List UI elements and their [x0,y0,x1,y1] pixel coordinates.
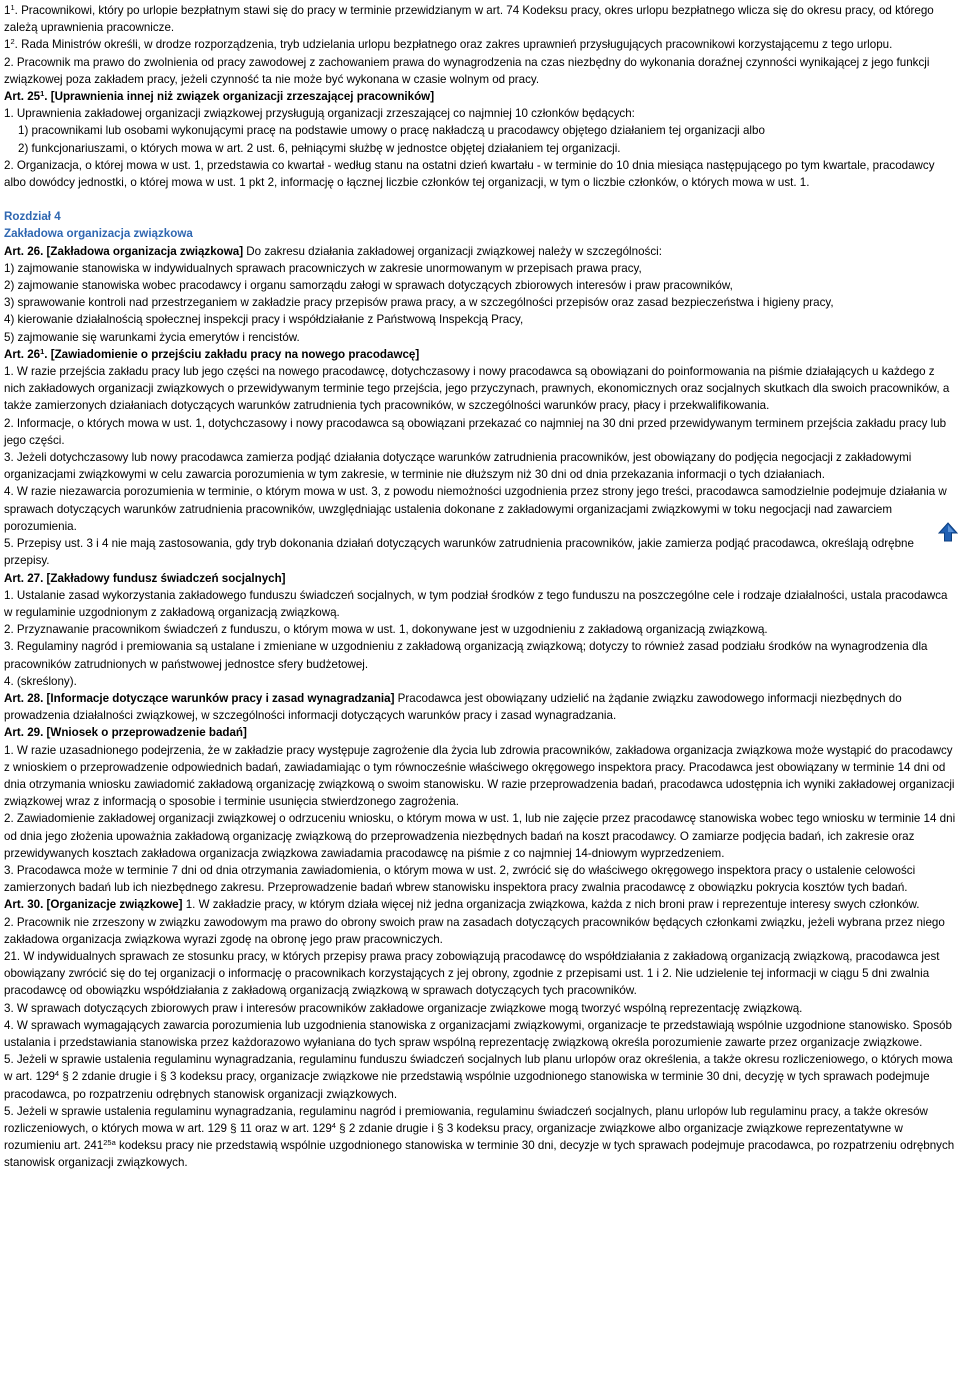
superscript: 2 [10,37,15,47]
document-body [4,2,956,1172]
paragraph: 2. Pracownik ma prawo do zwolnienia od pracy zawodowej z zachowaniem prawa do wynagrodzenia na czas niezbędny do wykonania doraźnej czynności wynikającej z jego funkcji związkowej poza zakładem pracy, jeżeli czynność ta nie może być wykonana w czasie wolnym od pracy. [4,55,930,86]
list-item: 3) sprawowanie kontroli nad przestrzeganiem w zakładzie pracy przepisów prawa pracy, a w szczególności przepisów oraz zasad bezpieczeństwa i higieny pracy, [4,296,834,310]
paragraph: 1. Ustalanie zasad wykorzystania zakładowego funduszu świadczeń socjalnych, w tym podział środków z tego funduszu na poszczególne cele i rodzaje działalności, ustala pracodawca w regulaminie uzgodnionym z zakładową organizacją związkową. [4,588,948,619]
article-label: Art. 26. [4,244,44,258]
paragraph: $1^1$. Pracownikowi, który po urlopie bezpłatnym stawi się do pracy w terminie przewidzianym w art. 74 Kodeksu pracy, okres urlopu bezpłatnego wlicza się do okresu pracy, od którego zależą uprawnienia pracownicze. [4,3,934,35]
list-item: 1) zajmowanie stanowiska w indywidualnych sprawach pracowniczych w zakresie unormowanym w przepisach prawa pracy, [4,261,642,275]
superscript: 1 [10,3,15,12]
paragraph: Art. 30. [Organizacje związkowe] 1. W zakładzie pracy, w którym działa więcej niż jedna organizacja związkowa, każda z nich broni praw i reprezentuje interesy swych członków. [4,898,920,912]
paragraph: $1^2$. Rada Ministrów określi, w drodze rozporządzenia, tryb udzielania urlopu bezpłatnego oraz zakres uprawnień przysługujących pracownikowi korzystającemu z tego urlopu. [4,37,893,52]
paragraph: 2. Przyznawanie pracownikom świadczeń z funduszu, o którym mowa w ust. 1, dokonywane jest w uzgodnieniu z zakładową organizacją związkową. [4,623,768,637]
spacer [4,191,956,208]
paragraph: 4. W razie niezawarcia porozumienia w terminie, o którym mowa w ust. 3, z powodu niemożności uzgodnienia przez strony jego treści, pracodawca samodzielnie podejmuje działania w sprawach dotyczących warunków zatrudnienia pracowników, uwzględniając ustalenia dokonane z zakładowymi organizacjami związkowymi w toku negocjacji nad zawarciem porozumienia. [4,485,947,533]
paragraph: 1. W razie przejścia zakładu pracy lub jego części na nowego pracodawcę, dotychczasowy i nowy pracodawca są obowiązani do poinformowania na piśmie działających u każdego z nich zakładowych organizacji związkowych o przewidywanym terminie tego przejścia, jego przyczynach, prawnych, ekonomicznych oraz socjalnych skutkach dla swoich pracowników, a także zamierzonych działaniach dotyczących warunków zatrudnienia tych pracowników, w szczególności warunków pracy, płacy i przekwalifikowania. [4,365,950,413]
paragraph: 3. Regulaminy nagród i premiowania są ustalane i zmieniane w uzgodnieniu z zakładową organizacją związkową; dotyczy to również zasad podziału środków na wynagrodzenia dla pracowników zatrudnionych w państwowej jednostce sfery budżetowej. [4,640,928,671]
paragraph: 21. W indywidualnych sprawach ze stosunku pracy, w których przepisy prawa pracy zobowiązują pracodawcę do współdziałania z zakładową organizacją związkową, pracodawca jest obowiązany zwrócić się do tej organizacji o informację o pracownikach korzystających z jej obrony, zgodnie z przepisami ust. 1 i 2. Nie udzielenie tej informacji w ciągu 5 dni zwalnia pracodawcę od obowiązku współdziałania z zakładową organizacją związkową w sprawach dotyczących tych pracowników. [4,949,940,998]
paragraph: 4. (skreślony). [4,674,77,688]
superscript: 1 [40,346,45,356]
paragraph: 5. Przepisy ust. 3 i 4 nie mają zastosowania, gdy tryb dokonania działań dotyczących warunków zatrudnienia pracowników, jakie zamierza podjąć pracodawca, określają odrębne przepisy. [4,537,914,568]
paragraph: 2. Organizacja, o której mowa w ust. 1, przedstawia co kwartał - według stanu na ostatni dzień kwartału - w terminie do 10 dnia miesiąca następującego po tym kwartale, pracodawcy albo dowódcy jednostki, o której mowa w ust. 1 pkt 2, informację o łącznej liczbie członków tej organizacji, w tym o liczbie członków, o których mowa w ust. 1. [4,158,935,190]
paragraph: 5. Jeżeli w sprawie ustalenia regulaminu wynagradzania, regulaminu nagród i premiowania, regulaminu świadczeń socjalnych, planu urlopów lub regulaminu pracy, a także okresów rozliczeniowych, o których mowa w art. 129 § 11 oraz w art. $129^4$ § 2 zdanie drugie i § 3 kodeksu pracy, organizacje związkowe albo organizacje związkowe reprezentatywne w rozumieniu art. $241^{25a}$ kodeksu pracy nie przedstawią wspólnie uzgodnionego stanowiska w terminie 30 dni, decyzje w tych sprawach podejmuje pracodawca, po rozpatrzeniu odrębnych stanowisk organizacji związkowych. [4,1104,955,1170]
superscript: 1 [40,89,45,99]
up-arrow-icon[interactable] [938,522,958,542]
paragraph: 1. Uprawnienia zakładowej organizacji związkowej przysługują organizacji zrzeszającej co najmniej 10 członków będących: [4,107,635,121]
paragraph: 2. Pracownik nie zrzeszony w związku zawodowym ma prawo do obrony swoich praw na zasadach dotyczących pracowników będących członkami związku, jeżeli wybrana przez niego zakładowa organizacja związkowa wyrazi zgodę na obronę jego praw pracowniczych. [4,915,945,946]
article-heading: Art. 27. [Zakładowy fundusz świadczeń socjalnych] [4,571,286,585]
paragraph-text: . Rada Ministrów określi, w drodze rozporządzenia, tryb udzielania urlopu bezpłatnego oraz zakres uprawnień przysługujących pracownikowi korzystającemu z tego urlopu. [14,38,893,52]
article-title: Art. 28. [Informacje dotyczące warunków pracy i zasad wynagradzania] [4,691,395,705]
chapter-number: Rozdział 4 [4,210,61,224]
paragraph: 2. Informacje, o których mowa w ust. 1, dotychczasowy i nowy pracodawca są obowiązani przekazać co najmniej na 30 dni przed przewidywanym terminem przejścia zakładu pracy lub jego części. [4,416,947,447]
up-arrow-icon-graphic [938,522,958,542]
paragraph: 2. Zawiadomienie zakładowej organizacji związkowej o odrzuceniu wniosku, o którym mowa w ust. 1, lub nie zajęcie przez pracodawcę stanowiska wobec tego wniosku w terminie 14 dni od dnia jego złożenia upoważnia zakładową organizację związkową do przeprowadzenia niezbędnych badań na koszt pracodawcy. O zamiarze podjęcia badań, ich zakresie oraz przewidywanych kosztach zakładowa organizacja związkowa zawiadamia pracodawcę na piśmie z co najmniej 14-dniowym wyprzedzeniem. [4,812,956,860]
paragraph: Art. 28. [Informacje dotyczące warunków pracy i zasad wynagradzania] Pracodawca jest obowiązany udzielić na żądanie związku zawodowego informacji niezbędnych do prowadzenia działalności związkowej, w szczególności informacji dotyczących warunków pracy i zasad wynagradzania. [4,691,902,723]
article-title: [Zakładowa organizacja związkowa] [46,244,244,258]
paragraph: Art. 26. [Zakładowa organizacja związkowa] Do zakresu działania zakładowej organizacji związkowej należy w szczególności: [4,244,662,258]
article-heading: Art. 29. [Wniosek o przeprowadzenie badań] [4,726,247,740]
list-item: 1) pracownikami lub osobami wykonującymi pracę na podstawie umowy o pracę nakładczą u pracodawcy objętego działaniem tej organizacji albo [18,124,765,138]
article-heading: Art. $25^1$. [Uprawnienia innej niż związek organizacji zrzeszającej pracowników] [4,89,435,104]
paragraph: 3. W sprawach dotyczących zbiorowych praw i interesów pracowników zakładowe organizacje związkowe mogą tworzyć wspólną reprezentację związkową. [4,1001,803,1015]
chapter-title: Zakładowa organizacja związkowa [4,227,193,241]
article-heading: Art. $26^1$. [Zawiadomienie o przejściu zakładu pracy na nowego pracodawcę] [4,346,420,361]
paragraph: 3. Pracodawca może w terminie 7 dni od dnia otrzymania zawiadomienia, o którym mowa w ust. 2, zwrócić się do właściwego okręgowego inspektora pracy o ustalenie celowości zamierzonych badań lub ich niezbędnego zakresu. Przeprowadzenie badań wbrew stanowisku inspektora pracy zwalnia pracodawcę z obowiązku pokrycia kosztów tych badań. [4,863,916,895]
superscript: 25a [103,1138,116,1148]
list-item: 2) funkcjonariuszami, o których mowa w art. 2 ust. 6, pełniącymi służbę w jednostce objętej działaniem tej organizacji. [18,141,621,155]
list-item: 5) zajmowanie się warunkami życia emerytów i rencistów. [4,330,300,344]
paragraph: 4. W sprawach wymagających zawarcia porozumienia lub uzgodnienia stanowiska z organizacjami związkowymi, organizacje te przedstawiają wspólnie uzgodnione stanowisko. Sposób ustalania i przedstawiania stanowiska przez każdorazowo wyłaniana do tych spraw wspólną reprezentację związkową określa porozumienie zawarte przez organizacje związkowe. [4,1018,952,1049]
superscript: 4 [54,1069,60,1079]
paragraph-text: . Pracownikowi, który po urlopie bezpłatnym stawi się do pracy w terminie przewidzianym w art. 74 Kodeksu pracy, okres urlopu bezpłatnego wlicza się do okresu pracy, od którego zależą uprawnienia pracownicze. [4,4,934,35]
article-title: Art. 30. [Organizacje związkowe] [4,898,183,912]
paragraph: 5. Jeżeli w sprawie ustalenia regulaminu wynagradzania, regulaminu funduszu świadczeń socjalnych lub planu urlopów oraz określenia, a także okresu rozliczeniowego, o których mowa w art. $129^4$ § 2 zdanie drugie i § 3 kodeksu pracy, organizacje związkowe nie przedstawią wspólnie uzgodnionego stanowiska w terminie 30 dni, decyzję w tych sprawach podejmuje pracodawca, po rozpatrzeniu odrębnych stanowisk organizacji związkowych. [4,1053,953,1101]
superscript: 4 [331,1121,336,1130]
list-item: 4) kierowanie działalnością społecznej inspekcji pracy i współdziałanie z Państwową Inspekcją Pracy, [4,313,524,327]
paragraph: 3. Jeżeli dotychczasowy lub nowy pracodawca zamierza podjąć działania dotyczące warunków zatrudnienia pracowników, jest obowiązany do podjęcia negocjacji z zakładowymi organizacjami związkowymi w celu zawarcia porozumienia w tym zakresie, w terminie nie dłuższym niż 30 dni od dnia przekazania informacji o tych działaniach. [4,451,912,482]
list-item: 2) zajmowanie stanowiska wobec pracodawcy i organu samorządu załogi w sprawach dotyczących zbiorowych interesów i praw pracowników, [4,279,733,293]
paragraph: 1. W razie uzasadnionego podejrzenia, że w zakładzie pracy występuje zagrożenie dla życia lub zdrowia pracowników, zakładowa organizacja związkowa może wystąpić do pracodawcy z wnioskiem o przeprowadzenie odpowiednich badań, zawiadamiając o tym równocześnie właściwego okręgowego inspektora pracy. Pracodawca jest obowiązany w terminie 14 dni od dnia otrzymania wniosku zawiadomić zakładową organizację związkową o swoim stanowisku. W razie przeprowadzenia badań, pracodawca udostępnia ich wyniki zakładowej organizacji związkowej wraz z informacją o sposobie i terminie usunięcia stwierdzonego zagrożenia. [4,743,955,809]
